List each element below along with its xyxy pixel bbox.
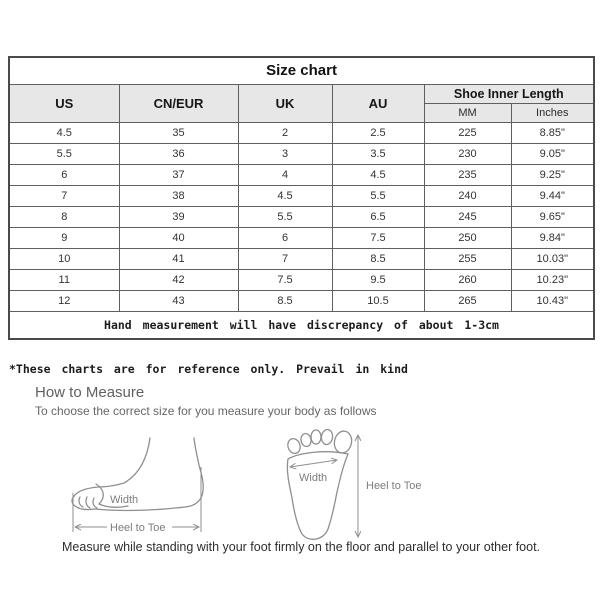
size-cell: 5.5 <box>238 206 332 227</box>
size-cell: 40 <box>119 227 238 248</box>
size-cell: 9.65" <box>511 206 594 227</box>
size-cell: 265 <box>424 290 511 311</box>
side-heel-to-toe-label: Heel to Toe <box>110 522 166 534</box>
size-cell: 10.23" <box>511 269 594 290</box>
table-footnote: Hand measurement will have discrepancy of about 1-3cm <box>9 311 594 339</box>
size-cell: 9.5 <box>332 269 424 290</box>
size-chart-table <box>8 56 595 340</box>
sole-outline <box>287 452 348 540</box>
size-cell: 4.5 <box>9 122 119 143</box>
size-cell: 3.5 <box>332 143 424 164</box>
table-row <box>9 143 594 164</box>
size-cell: 8 <box>9 206 119 227</box>
table-row <box>9 206 594 227</box>
size-cell: 5.5 <box>9 143 119 164</box>
size-cell: 250 <box>424 227 511 248</box>
size-cell: 9.84" <box>511 227 594 248</box>
size-cell: 2.5 <box>332 122 424 143</box>
table-row <box>9 164 594 185</box>
table-header-row <box>9 84 594 103</box>
size-cell: 4 <box>238 164 332 185</box>
size-cell: 7 <box>9 185 119 206</box>
column-header-us: US <box>9 84 119 122</box>
toe-small-2 <box>300 433 312 448</box>
size-cell: 6 <box>238 227 332 248</box>
size-cell: 2 <box>238 122 332 143</box>
sole-heel-to-toe-label: Heel to Toe <box>366 480 422 492</box>
toe-small-1 <box>286 437 302 455</box>
table-row <box>9 227 594 248</box>
size-cell: 37 <box>119 164 238 185</box>
size-cell: 255 <box>424 248 511 269</box>
measurement-diagram <box>0 413 600 541</box>
size-cell: 225 <box>424 122 511 143</box>
side-foot-diagram <box>72 438 203 534</box>
size-cell: 9.44" <box>511 185 594 206</box>
column-header-mm: MM <box>424 103 511 122</box>
column-header-cneur: CN/EUR <box>119 84 238 122</box>
size-cell: 41 <box>119 248 238 269</box>
size-cell: 42 <box>119 269 238 290</box>
column-header-uk: UK <box>238 84 332 122</box>
size-cell: 4.5 <box>332 164 424 185</box>
reference-note: *These charts are for reference only. Prevail in kind <box>9 362 408 376</box>
size-cell: 7.5 <box>238 269 332 290</box>
size-cell: 9.25" <box>511 164 594 185</box>
size-cell: 7 <box>238 248 332 269</box>
size-cell: 39 <box>119 206 238 227</box>
table-row <box>9 248 594 269</box>
size-cell: 7.5 <box>332 227 424 248</box>
how-to-measure-heading: How to Measure <box>35 384 145 401</box>
column-header-au: AU <box>332 84 424 122</box>
table-footnote-row <box>9 311 594 339</box>
size-cell: 10 <box>9 248 119 269</box>
size-cell: 260 <box>424 269 511 290</box>
measure-instruction-caption: Measure while standing with your foot firmly on the floor and parallel to your other foot. <box>62 540 541 554</box>
table-row <box>9 290 594 311</box>
size-cell: 12 <box>9 290 119 311</box>
table-title: Size chart <box>9 57 594 84</box>
size-cell: 230 <box>424 143 511 164</box>
how-to-measure-subheading: To choose the correct size for you measure your body as follows <box>35 404 377 418</box>
size-cell: 5.5 <box>332 185 424 206</box>
side-width-label: Width <box>110 494 139 506</box>
size-cell: 8.85" <box>511 122 594 143</box>
size-cell: 10.43" <box>511 290 594 311</box>
size-cell: 6 <box>9 164 119 185</box>
big-toe <box>332 429 353 454</box>
size-cell: 8.5 <box>332 248 424 269</box>
size-rows <box>9 122 594 311</box>
footprint-diagram <box>286 429 421 539</box>
size-cell: 10.5 <box>332 290 424 311</box>
table-title-row <box>9 57 594 84</box>
size-cell: 36 <box>119 143 238 164</box>
toe-small-4 <box>321 429 334 445</box>
size-cell: 10.03" <box>511 248 594 269</box>
size-cell: 240 <box>424 185 511 206</box>
size-cell: 235 <box>424 164 511 185</box>
size-cell: 43 <box>119 290 238 311</box>
table-row <box>9 269 594 290</box>
sole-width-label: Width <box>299 472 328 484</box>
size-cell: 35 <box>119 122 238 143</box>
size-cell: 4.5 <box>238 185 332 206</box>
size-cell: 38 <box>119 185 238 206</box>
size-cell: 9 <box>9 227 119 248</box>
size-cell: 6.5 <box>332 206 424 227</box>
size-cell: 3 <box>238 143 332 164</box>
column-header-inner-length: Shoe Inner Length <box>424 84 594 103</box>
size-cell: 11 <box>9 269 119 290</box>
toe-line-3 <box>93 498 97 508</box>
toe-small-3 <box>311 430 321 444</box>
sole-width-arrow <box>290 460 337 467</box>
column-header-inches: Inches <box>511 103 594 122</box>
size-cell: 8.5 <box>238 290 332 311</box>
table-row <box>9 122 594 143</box>
table-row <box>9 185 594 206</box>
toe-line-2 <box>86 497 90 508</box>
size-cell: 9.05" <box>511 143 594 164</box>
size-cell: 245 <box>424 206 511 227</box>
toe-line-1 <box>79 497 83 507</box>
